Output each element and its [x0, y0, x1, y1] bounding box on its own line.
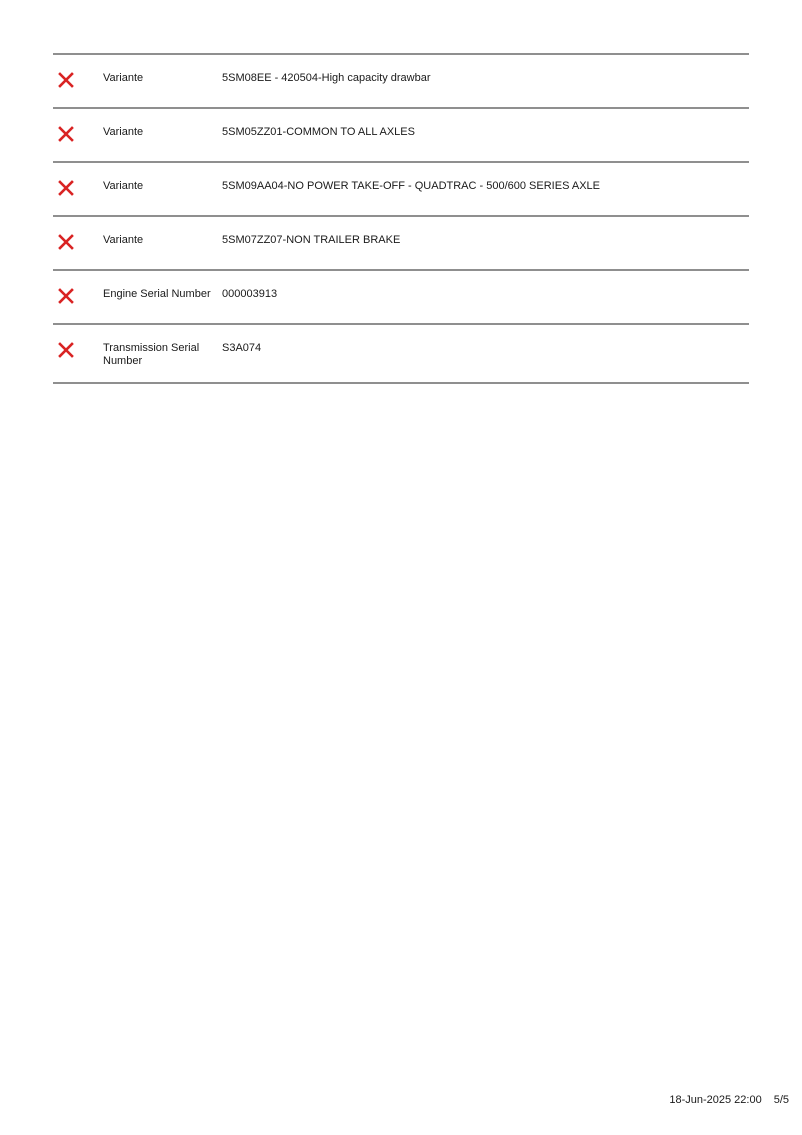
configuration-table — [53, 53, 749, 384]
row-value: S3A074 — [222, 342, 262, 354]
row-value: 000003913 — [222, 288, 278, 300]
cross-icon — [58, 288, 74, 304]
page-number: 5/5 — [773, 1094, 789, 1106]
cross-icon — [58, 342, 74, 358]
table-row — [53, 109, 749, 163]
cross-icon — [58, 180, 74, 196]
row-value: 5SM09AA04-NO POWER TAKE-OFF - QUADTRAC - 500/600 SERIES AXLE — [222, 180, 600, 192]
row-label: Variante — [103, 180, 144, 192]
row-value: 5SM05ZZ01-COMMON TO ALL AXLES — [222, 126, 415, 138]
table-row — [53, 217, 749, 271]
cross-icon — [58, 126, 74, 142]
cross-icon — [58, 72, 74, 88]
row-value: 5SM08EE - 420504-High capacity drawbar — [222, 72, 431, 84]
table-row — [53, 325, 749, 384]
row-label: Engine Serial Number — [103, 288, 211, 300]
page-footer — [669, 1094, 789, 1107]
table-row — [53, 271, 749, 325]
row-label: Variante — [103, 126, 144, 138]
row-label: Variante — [103, 72, 144, 84]
row-label: Variante — [103, 234, 144, 246]
table-row — [53, 55, 749, 109]
row-label: Transmission Serial Number — [103, 342, 200, 367]
cross-icon — [58, 234, 74, 250]
footer-timestamp: 18-Jun-2025 22:00 — [669, 1094, 762, 1106]
table-row — [53, 163, 749, 217]
row-value: 5SM07ZZ07-NON TRAILER BRAKE — [222, 234, 401, 246]
